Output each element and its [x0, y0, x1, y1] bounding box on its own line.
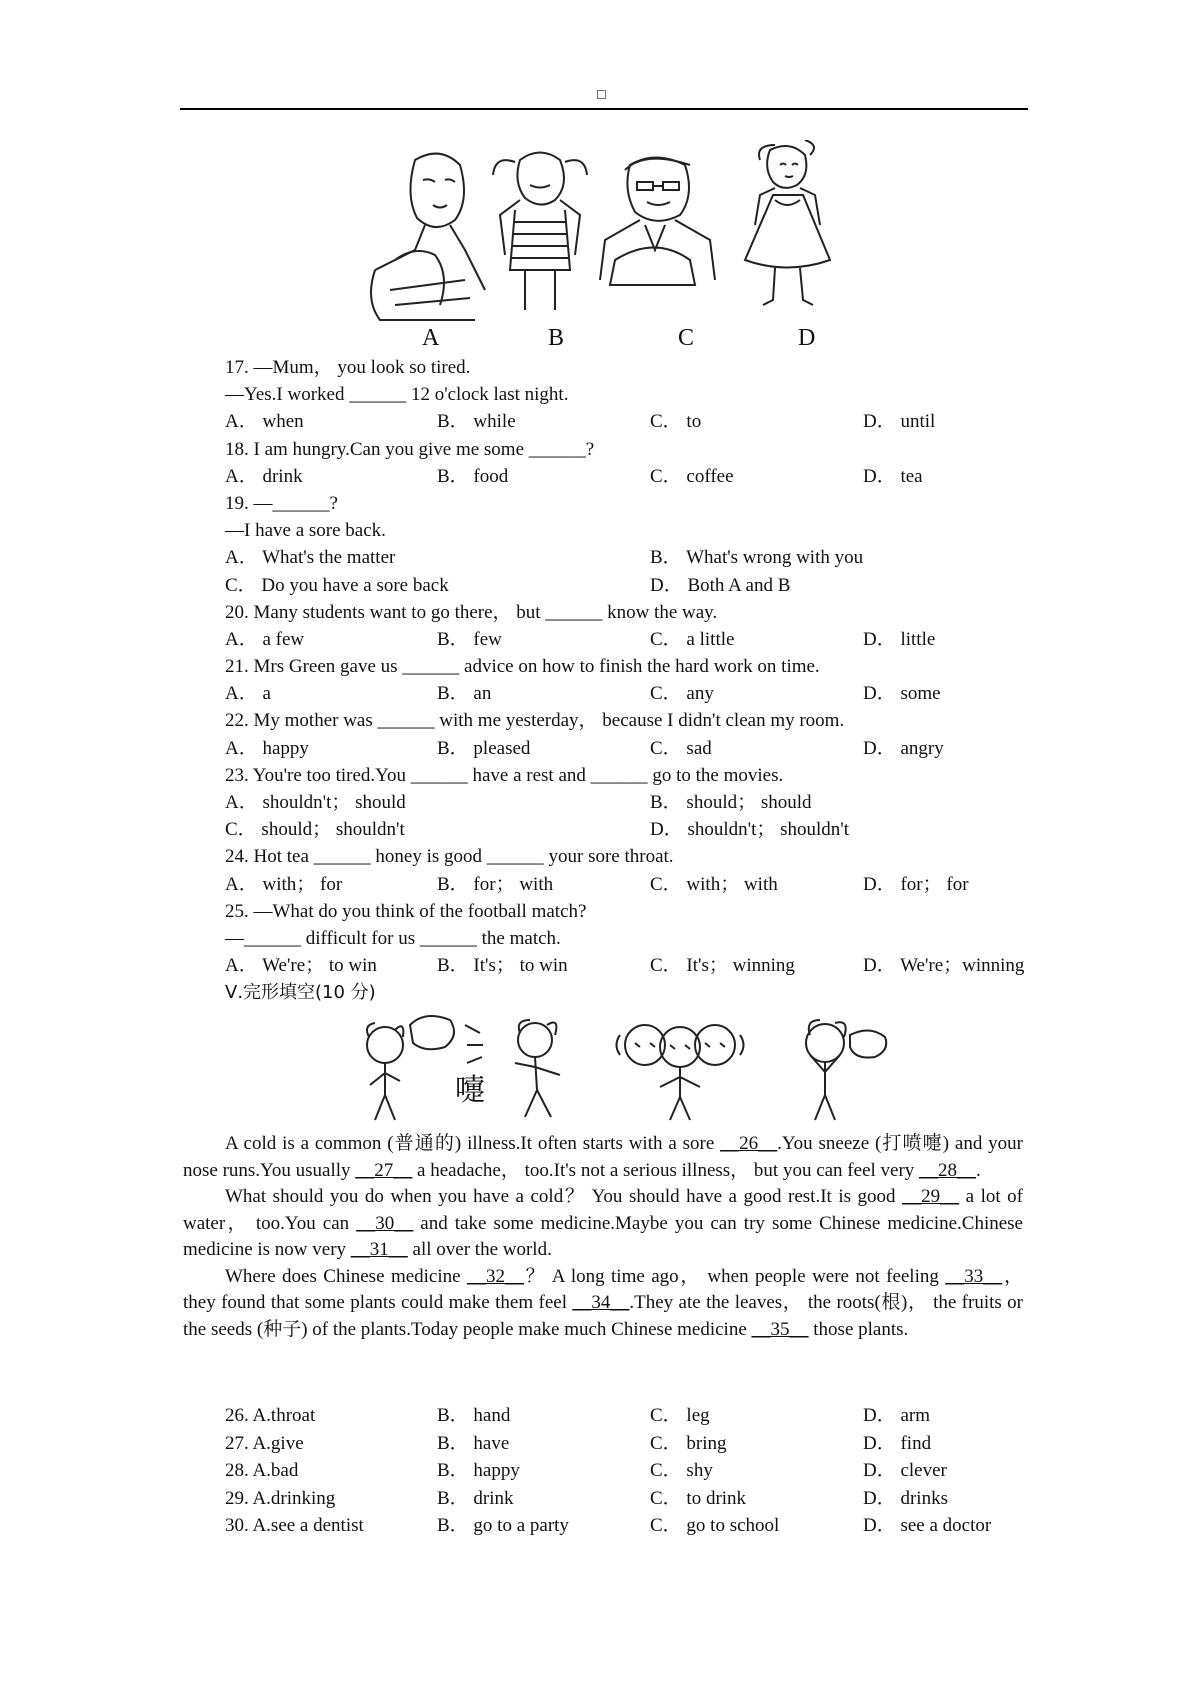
- question-stem: 22. My mother was ______ with me yesterday， because I didn't clean my room.: [225, 710, 845, 732]
- option-b[interactable]: B． drink: [437, 1487, 514, 1509]
- option-b[interactable]: B． should； should: [650, 792, 812, 813]
- passage-text: a headache， too.It's not a serious illness， but you can feel very: [412, 1159, 920, 1181]
- option-row: [225, 408, 1025, 435]
- question-stem-continued: —Yes.I worked ______ 12 o'clock last night.: [225, 384, 569, 406]
- option-row: [225, 816, 1025, 843]
- option-b[interactable]: B． go to a party: [437, 1515, 569, 1536]
- option-d[interactable]: D． until: [863, 411, 936, 433]
- option-b[interactable]: B． food: [437, 465, 509, 487]
- cold-cartoon-strip: [355, 1005, 915, 1127]
- question-stem: 25. —What do you think of the football match?: [225, 900, 587, 922]
- option-row: [225, 1485, 1025, 1513]
- option-c[interactable]: C． shy: [650, 1460, 713, 1481]
- option-a[interactable]: 26. A.throat: [225, 1405, 316, 1426]
- option-a[interactable]: A． happy: [225, 737, 309, 759]
- blank-32: __32__: [467, 1265, 524, 1287]
- passage-text: ？ A long time ago， when people were not feeling: [524, 1265, 946, 1287]
- section-heading: Ⅴ.完形填空(10 分): [225, 982, 376, 1004]
- ailment-figures-drawing: [355, 140, 895, 330]
- option-d[interactable]: D． see a doctor: [863, 1515, 992, 1536]
- option-c[interactable]: C． bring: [650, 1432, 727, 1454]
- option-a[interactable]: 29. A.drinking: [225, 1487, 336, 1509]
- cloze-paragraph: [183, 1131, 1023, 1184]
- question-stem: 18. I am hungry.Can you give me some ______?: [225, 438, 595, 460]
- question-stem: 23. You're too tired.You ______ have a rest and ______ go to the movies.: [225, 764, 784, 786]
- option-c[interactable]: C． should； shouldn't: [225, 819, 405, 841]
- blank-31: __31__: [350, 1239, 408, 1260]
- option-a[interactable]: 27. A.give: [225, 1432, 304, 1454]
- header-mark: ☐: [596, 88, 607, 102]
- figure-label-d: D: [798, 325, 816, 351]
- sneeze-caption: 嚏: [455, 1073, 485, 1108]
- option-row: [225, 626, 1025, 653]
- option-row: [225, 680, 1025, 707]
- option-b[interactable]: B． happy: [437, 1460, 520, 1481]
- question-stem: 19. —______?: [225, 492, 338, 514]
- option-row: [225, 871, 1025, 898]
- passage-text: ， they found that some plants could make them feel: [183, 1265, 1023, 1313]
- option-row: [225, 1457, 1025, 1485]
- figure-labels: [360, 325, 880, 355]
- blank-35: __35__: [751, 1318, 809, 1340]
- cloze-paragraph: [183, 1184, 1023, 1264]
- blank-34: __34__: [572, 1292, 630, 1313]
- blank-26: __26__: [720, 1133, 778, 1154]
- option-a[interactable]: A． drink: [225, 465, 303, 487]
- option-c[interactable]: C． any: [650, 683, 714, 705]
- option-c[interactable]: C． sad: [650, 737, 712, 759]
- passage-text: Where does Chinese medicine: [225, 1265, 467, 1287]
- cloze-options: [225, 1402, 1025, 1540]
- option-row: [225, 1430, 1025, 1458]
- option-d[interactable]: D． tea: [863, 465, 923, 487]
- option-c[interactable]: C． leg: [650, 1405, 710, 1426]
- figure-label-b: B: [548, 325, 565, 351]
- blank-33: __33__: [945, 1265, 1003, 1287]
- option-d[interactable]: D． for； for: [863, 873, 969, 895]
- cold-cartoon-drawing: [355, 1005, 915, 1127]
- option-b[interactable]: B． have: [437, 1432, 510, 1454]
- passage-text: What should you do when you have a cold？ You should have a good rest.It is good: [225, 1186, 903, 1207]
- option-b[interactable]: B． for； with: [437, 873, 554, 895]
- option-c[interactable]: C． coffee: [650, 465, 734, 487]
- passage-text: .You sneeze (打喷嚏) and your nose runs.You usually: [183, 1133, 1023, 1181]
- figure-label-a: A: [422, 325, 440, 351]
- passage-text: those plants.: [808, 1318, 909, 1340]
- passage-text: and take some medicine.Maybe you can try some Chinese medicine.Chinese medicine is now very: [183, 1212, 1023, 1260]
- option-d[interactable]: D． We're；winning: [863, 955, 1025, 977]
- option-c[interactable]: C． to: [650, 411, 702, 433]
- header-rule: [180, 108, 1028, 110]
- option-d[interactable]: D． angry: [863, 737, 944, 759]
- option-row: [225, 544, 1025, 571]
- option-row: [225, 789, 1025, 816]
- option-b[interactable]: B． an: [437, 683, 492, 705]
- option-c[interactable]: C． with； with: [650, 873, 778, 895]
- option-row: [225, 735, 1025, 762]
- option-d[interactable]: D． arm: [863, 1405, 931, 1426]
- option-d[interactable]: D． some: [863, 683, 941, 705]
- question-stem-continued: —I have a sore back.: [225, 520, 386, 542]
- question-stem: 21. Mrs Green gave us ______ advice on how to finish the hard work on time.: [225, 656, 820, 678]
- option-d[interactable]: D． find: [863, 1432, 932, 1454]
- option-c[interactable]: C． It's； winning: [650, 955, 795, 977]
- option-a[interactable]: 30. A.see a dentist: [225, 1515, 364, 1536]
- figure-label-c: C: [678, 325, 695, 351]
- option-d[interactable]: D． Both A and B: [650, 574, 791, 596]
- option-c[interactable]: C． to drink: [650, 1487, 747, 1509]
- option-a[interactable]: A． a few: [225, 628, 305, 650]
- option-row: [225, 952, 1025, 979]
- passage-text: all over the world.: [407, 1239, 552, 1260]
- option-b[interactable]: B． What's wrong with you: [650, 547, 864, 569]
- option-a[interactable]: A． We're； to win: [225, 955, 377, 977]
- option-a[interactable]: A． shouldn't； should: [225, 792, 406, 813]
- passage-text: A cold is a common (普通的) illness.It often starts with a sore: [225, 1133, 721, 1154]
- option-d[interactable]: D． clever: [863, 1460, 947, 1481]
- option-row: [225, 572, 1025, 599]
- passage-text: a lot of water， too.You can: [183, 1186, 1023, 1234]
- option-a[interactable]: A． with； for: [225, 873, 343, 895]
- option-c[interactable]: C． go to school: [650, 1515, 780, 1536]
- question-stem: 17. —Mum， you look so tired.: [225, 357, 471, 378]
- option-d[interactable]: D． shouldn't； shouldn't: [650, 819, 849, 841]
- cloze-passage: [183, 1131, 1023, 1343]
- question-stem-continued: —______ difficult for us ______ the match.: [225, 927, 561, 949]
- passage-text: .They ate the leaves， the roots(根)， the fruits or the seeds (种子) of the plants.Today people make much Chinese medicine: [183, 1292, 1023, 1340]
- option-c[interactable]: C． a little: [650, 628, 735, 650]
- cloze-paragraph: [183, 1264, 1023, 1344]
- passage-text: .: [976, 1159, 981, 1181]
- blank-28: __28__: [919, 1159, 977, 1181]
- option-a[interactable]: 28. A.bad: [225, 1460, 299, 1481]
- option-row: [225, 1402, 1025, 1430]
- option-row: [225, 1512, 1025, 1540]
- question-stem: 20. Many students want to go there， but ______ know the way.: [225, 601, 718, 623]
- ailment-illustration: [355, 140, 895, 330]
- option-c[interactable]: C． Do you have a sore back: [225, 574, 449, 596]
- option-row: [225, 463, 1025, 490]
- blank-29: __29__: [902, 1186, 960, 1207]
- option-a[interactable]: A． when: [225, 411, 304, 433]
- blank-30: __30__: [356, 1212, 414, 1234]
- blank-27: __27__: [355, 1159, 413, 1181]
- option-a[interactable]: A． a: [225, 683, 271, 705]
- option-b[interactable]: B． pleased: [437, 737, 531, 759]
- multiple-choice-section: [225, 354, 1025, 1007]
- option-a[interactable]: A． What's the matter: [225, 547, 396, 569]
- question-stem: 24. Hot tea ______ honey is good ______ your sore throat.: [225, 846, 674, 868]
- option-d[interactable]: D． little: [863, 628, 936, 650]
- option-b[interactable]: B． while: [437, 411, 516, 433]
- option-b[interactable]: B． few: [437, 628, 502, 650]
- option-b[interactable]: B． hand: [437, 1405, 511, 1426]
- option-d[interactable]: D． drinks: [863, 1487, 948, 1509]
- option-b[interactable]: B． It's； to win: [437, 955, 568, 977]
